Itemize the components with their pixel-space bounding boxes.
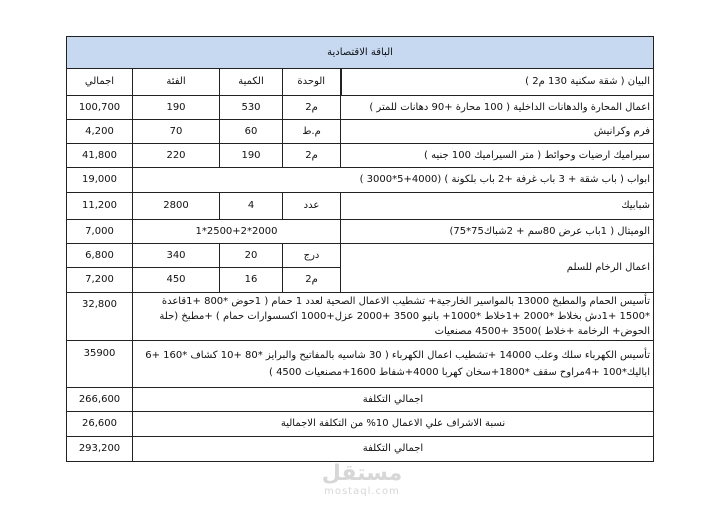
row-total: 100,700: [67, 96, 133, 120]
row-qty: 4: [220, 193, 283, 220]
row-qty: 20: [220, 244, 283, 268]
row-unit: م2: [283, 144, 341, 168]
row-desc: تأسيس الحمام والمطبخ 13000 بالمواسير الخارجية+ تشطيب الاعمال الصحية لعدد 1 حمام ( 1حوض *800 +1قاعدة *1500 +1دش بخلاط *2000 +1خلاط *1000+ بانيو 3500 +2000 عزل+1000 اكسسوارات حمام ) +مطبخ (حلة الحوض+ الرخامة +خلاط )3500 +4500 مصنعيات: [133, 293, 654, 341]
row-rate: 2800: [133, 193, 220, 220]
table-row: [67, 244, 654, 268]
row-rate: 70: [133, 120, 220, 144]
table-row: [67, 437, 654, 462]
watermark-url: mostaql.com: [324, 486, 400, 497]
sheet-title: الباقة الاقتصادية: [67, 37, 654, 69]
summary-total: 266,600: [67, 388, 133, 412]
table-row: [67, 168, 654, 193]
table-row: [67, 293, 654, 341]
cost-sheet: [66, 36, 653, 462]
row-total: 7,200: [67, 268, 133, 293]
table-row: [67, 120, 654, 144]
row-total: 32,800: [67, 293, 133, 341]
row-rate: 190: [133, 96, 220, 120]
row-rate: 220: [133, 144, 220, 168]
summary-total: 26,600: [67, 412, 133, 437]
row-desc: اعمال الرخام للسلم: [341, 244, 654, 293]
row-desc: تأسيس الكهرباء سلك وعلب 14000 +تشطيب اعمال الكهرباء ( 30 شاسيه بالمفاتيح والبرايز *80 +10 كشاف *160 +6 اباليك*100 +4مراوح سقف *1800+سخان كهربا 4000+شفاط 1600+مصنعيات 4500 ): [133, 341, 654, 388]
summary-label: اجمالي التكلفة: [133, 388, 654, 412]
watermark-logo: مستقل: [321, 461, 403, 486]
row-unit: عدد: [283, 193, 341, 220]
header-desc: البيان ( شقة سكنية 130 م2 ): [341, 69, 654, 96]
row-total: 41,800: [67, 144, 133, 168]
cost-table: [66, 36, 654, 462]
row-unit: م.ط: [283, 120, 341, 144]
table-row: [67, 144, 654, 168]
row-total: 19,000: [67, 168, 133, 193]
table-row: [67, 412, 654, 437]
row-unit: م2: [283, 268, 341, 293]
row-total: 35900: [67, 341, 133, 388]
row-desc: ابواب ( باب شقة + 3 باب غرفة +2 باب بلكونة ) (4000+5*3000 ): [133, 168, 654, 193]
header-qty: الكمية: [220, 69, 283, 96]
row-qty: 190: [220, 144, 283, 168]
row-unit: درج: [283, 244, 341, 268]
title-row: [67, 37, 654, 69]
row-desc: الوميتال ( 1باب عرض 80سم + 2شباك75*75): [341, 220, 654, 244]
row-qty: 16: [220, 268, 283, 293]
row-total: 6,800: [67, 244, 133, 268]
summary-label: اجمالي التكلفة: [133, 437, 654, 462]
table-row: [67, 220, 654, 244]
table-row: [67, 193, 654, 220]
watermark: [312, 462, 412, 498]
row-total: 11,200: [67, 193, 133, 220]
table-row: [67, 96, 654, 120]
table-row: [67, 388, 654, 412]
row-rate: 340: [133, 244, 220, 268]
summary-label: نسبة الاشراف علي الاعمال 10% من التكلفة الاجمالية: [133, 412, 654, 437]
table-row: [67, 341, 654, 388]
header-row: [67, 69, 654, 96]
row-desc: اعمال المحارة والدهانات الداخلية ( 100 محارة +90 دهانات للمتر ): [341, 96, 654, 120]
row-desc: سيراميك ارضيات وحوائط ( متر السيراميك 100 جنيه ): [341, 144, 654, 168]
row-formula: 1*2500+2*2000: [133, 220, 341, 244]
row-total: 7,000: [67, 220, 133, 244]
row-rate: 450: [133, 268, 220, 293]
summary-total: 293,200: [67, 437, 133, 462]
header-rate: الفئة: [133, 69, 220, 96]
header-unit: الوحدة: [283, 69, 341, 96]
row-desc: شبابيك: [341, 193, 654, 220]
row-total: 4,200: [67, 120, 133, 144]
row-unit: م2: [283, 96, 341, 120]
row-qty: 530: [220, 96, 283, 120]
row-desc: فرم وكرانيش: [341, 120, 654, 144]
header-total: اجمالي: [67, 69, 133, 96]
row-qty: 60: [220, 120, 283, 144]
